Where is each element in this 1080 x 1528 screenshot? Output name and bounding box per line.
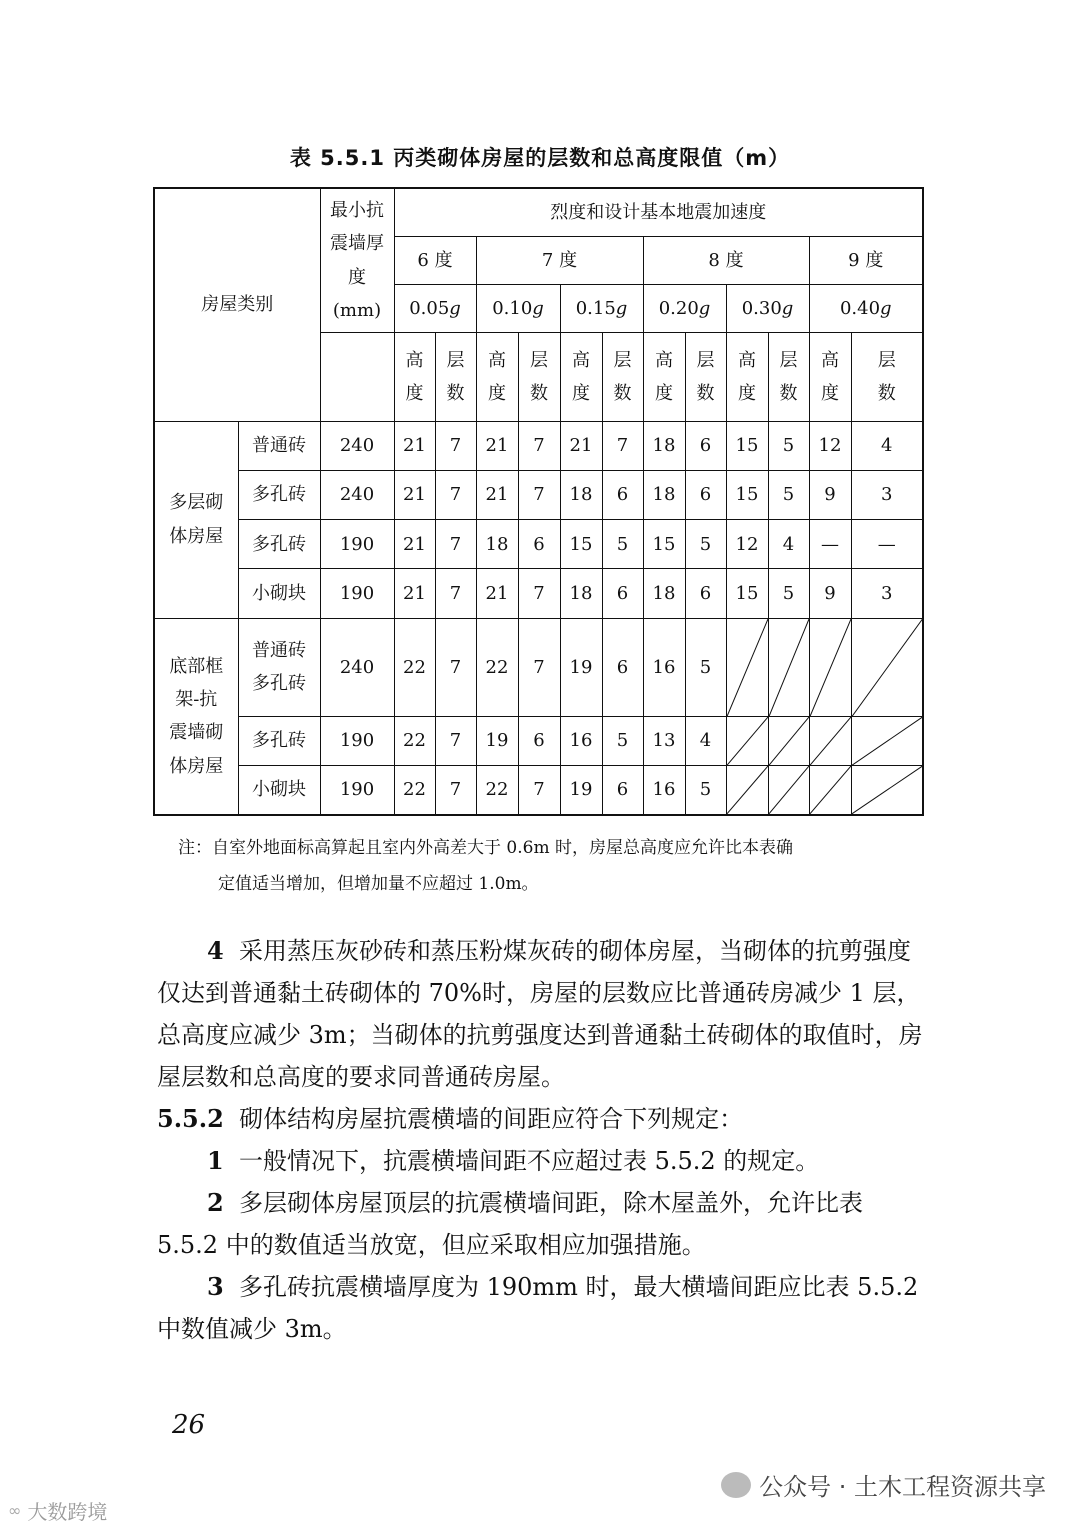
cell: 21	[394, 520, 435, 569]
section-5-5-2: 5.5.2 砌体结构房屋抗震横墙的间距应符合下列规定：	[157, 1104, 744, 1133]
cell: 7	[435, 470, 476, 519]
sub-height: 高 度	[476, 333, 518, 421]
infinity-logo-icon: ∞	[8, 1501, 22, 1520]
note-line-1: 注：自室外地面标高算起且室内外高差大于 0.6m 时，房屋总高度应允许比本表确	[178, 838, 793, 858]
watermark-text: 公众号 · 土木工程资源共享	[759, 1473, 1046, 1501]
cell: 12	[809, 421, 851, 470]
row-thickness: 190	[320, 716, 394, 765]
paragraph-item-1: 1 一般情况下，抗震横墙间距不应超过表 5.5.2 的规定。	[207, 1146, 820, 1175]
sub-floors: 层 数	[602, 333, 643, 421]
cell: 18	[643, 470, 685, 519]
table-note	[178, 830, 928, 902]
cell: 5	[768, 470, 809, 519]
degree-6: 6 度	[394, 236, 476, 284]
accel-020: 0.20g	[643, 284, 726, 332]
not-applicable-cell	[768, 766, 809, 815]
cell: 5	[602, 520, 643, 569]
cell: 18	[560, 470, 602, 519]
table-row	[154, 470, 923, 519]
watermark	[721, 1467, 1046, 1502]
cell: 19	[560, 766, 602, 815]
cell: —	[851, 520, 923, 569]
row-type: 普通砖	[238, 421, 320, 470]
paragraph-item-2: 2 多层砌体房屋顶层的抗震横墙间距，除木屋盖外，允许比表 5.5.2 中的数值适当放宽，但应采取相应加强措施。	[157, 1188, 863, 1259]
cell: 22	[476, 766, 518, 815]
row-type: 小砌块	[238, 569, 320, 618]
corner-mark-text: 大数跨境	[27, 1500, 108, 1524]
cell: 15	[726, 470, 768, 519]
page-number: 26	[172, 1410, 206, 1440]
cell: 6	[602, 766, 643, 815]
not-applicable-cell	[726, 618, 768, 716]
not-applicable-cell	[726, 766, 768, 815]
cell: 22	[394, 618, 435, 716]
cell: 4	[768, 520, 809, 569]
cell: 21	[476, 421, 518, 470]
degree-9: 9 度	[809, 236, 923, 284]
cell: 7	[435, 618, 476, 716]
cell: 7	[518, 470, 560, 519]
cell: 3	[851, 470, 923, 519]
cell: 3	[851, 569, 923, 618]
table-row	[154, 618, 923, 716]
not-applicable-cell	[726, 716, 768, 765]
cell: 4	[685, 716, 726, 765]
table-row	[154, 520, 923, 569]
not-applicable-cell	[851, 618, 923, 716]
cell: 7	[435, 766, 476, 815]
cell: 7	[435, 716, 476, 765]
not-applicable-cell	[809, 766, 851, 815]
paragraph-item-4: 4 采用蒸压灰砂砖和蒸压粉煤灰砖的砌体房屋，当砌体的抗剪强度仅达到普通黏土砖砌体的 70%时，房屋的层数应比普通砖房减少 1 层，总高度应减少 3m；当砌体的抗剪强度达到普通黏土砖砌体的取值时，房屋层数和总高度的要求同普通砖房屋。	[157, 936, 923, 1091]
row-thickness: 240	[320, 618, 394, 716]
table-caption: 表 5.5.1 丙类砌体房屋的层数和总高度限值（m）	[289, 146, 791, 170]
cell: 16	[560, 716, 602, 765]
row-type: 多孔砖	[238, 470, 320, 519]
cell: 22	[476, 618, 518, 716]
row-type: 多孔砖	[238, 520, 320, 569]
not-applicable-cell	[768, 618, 809, 716]
header-thickness: 最小抗 震墙厚 度 (mm)	[320, 188, 394, 333]
row-thickness: 240	[320, 470, 394, 519]
cell: 21	[476, 569, 518, 618]
cell: 6	[518, 716, 560, 765]
paragraph-item-3: 3 多孔砖抗震横墙厚度为 190mm 时，最大横墙间距应比表 5.5.2 中数值减少 3m。	[157, 1272, 919, 1343]
row-thickness: 190	[320, 569, 394, 618]
cell: 5	[768, 569, 809, 618]
cell: 21	[476, 470, 518, 519]
table-row	[154, 766, 923, 815]
cell: 5	[685, 766, 726, 815]
cell: 22	[394, 716, 435, 765]
cell: 15	[643, 520, 685, 569]
not-applicable-cell	[851, 766, 923, 815]
body-text	[157, 930, 927, 1350]
cell: 7	[518, 618, 560, 716]
cell: 19	[476, 716, 518, 765]
cell: 21	[394, 569, 435, 618]
row-thickness: 240	[320, 421, 394, 470]
cell: 6	[685, 569, 726, 618]
table-row	[154, 716, 923, 765]
note-line-2: 定值适当增加，但增加量不应超过 1.0m。	[218, 874, 539, 894]
cell: 6	[685, 470, 726, 519]
wechat-icon	[721, 1472, 751, 1498]
not-applicable-cell	[851, 716, 923, 765]
accel-005: 0.05g	[394, 284, 476, 332]
cell: 6	[518, 520, 560, 569]
cell: 22	[394, 766, 435, 815]
cell: 21	[394, 421, 435, 470]
cell: 6	[602, 470, 643, 519]
accel-040: 0.40g	[809, 284, 923, 332]
row-type: 多孔砖	[238, 716, 320, 765]
table-row	[154, 569, 923, 618]
cell: 5	[685, 618, 726, 716]
cell: 7	[435, 520, 476, 569]
cell: 6	[602, 618, 643, 716]
cell: 7	[435, 569, 476, 618]
not-applicable-cell	[809, 618, 851, 716]
row-type: 普通砖 多孔砖	[238, 618, 320, 716]
cell: 9	[809, 470, 851, 519]
cell: —	[809, 520, 851, 569]
cell: 16	[643, 618, 685, 716]
cell: 7	[435, 421, 476, 470]
sub-floors: 层 数	[685, 333, 726, 421]
cell: 7	[518, 421, 560, 470]
header-intensity: 烈度和设计基本地震加速度	[394, 188, 923, 236]
cell: 13	[643, 716, 685, 765]
row-thickness: 190	[320, 520, 394, 569]
cell: 6	[602, 569, 643, 618]
cell: 12	[726, 520, 768, 569]
sub-floors: 层 数	[435, 333, 476, 421]
cell: 5	[685, 520, 726, 569]
cell: 4	[851, 421, 923, 470]
cell: 18	[560, 569, 602, 618]
sub-floors: 层 数	[768, 333, 809, 421]
sub-floors: 层 数	[518, 333, 560, 421]
cell: 18	[643, 421, 685, 470]
cell: 21	[394, 470, 435, 519]
header-category: 房屋类别	[154, 188, 320, 421]
not-applicable-cell	[809, 716, 851, 765]
degree-8: 8 度	[643, 236, 809, 284]
sub-height: 高 度	[643, 333, 685, 421]
cell: 21	[560, 421, 602, 470]
cell: 5	[602, 716, 643, 765]
degree-7: 7 度	[476, 236, 643, 284]
sub-height: 高 度	[726, 333, 768, 421]
height-limit-table	[153, 187, 924, 816]
sub-floors: 层 数	[851, 333, 923, 421]
cell: 7	[518, 569, 560, 618]
table-row	[154, 421, 923, 470]
cell: 18	[476, 520, 518, 569]
cell: 9	[809, 569, 851, 618]
sub-height: 高 度	[560, 333, 602, 421]
group-frame: 底部框 架-抗 震墙砌 体房屋	[154, 618, 238, 815]
cell: 7	[602, 421, 643, 470]
accel-010: 0.10g	[476, 284, 560, 332]
cell: 19	[560, 618, 602, 716]
cell: 18	[643, 569, 685, 618]
row-thickness: 190	[320, 766, 394, 815]
accel-030: 0.30g	[726, 284, 809, 332]
thickness-spacer	[320, 333, 394, 421]
cell: 15	[560, 520, 602, 569]
cell: 16	[643, 766, 685, 815]
not-applicable-cell	[768, 716, 809, 765]
cell: 5	[768, 421, 809, 470]
corner-mark	[8, 1496, 107, 1525]
cell: 7	[518, 766, 560, 815]
accel-015: 0.15g	[560, 284, 643, 332]
sub-height: 高 度	[809, 333, 851, 421]
cell: 15	[726, 421, 768, 470]
sub-height: 高 度	[394, 333, 435, 421]
cell: 15	[726, 569, 768, 618]
row-type: 小砌块	[238, 766, 320, 815]
cell: 6	[685, 421, 726, 470]
group-multistory: 多层砌 体房屋	[154, 421, 238, 618]
